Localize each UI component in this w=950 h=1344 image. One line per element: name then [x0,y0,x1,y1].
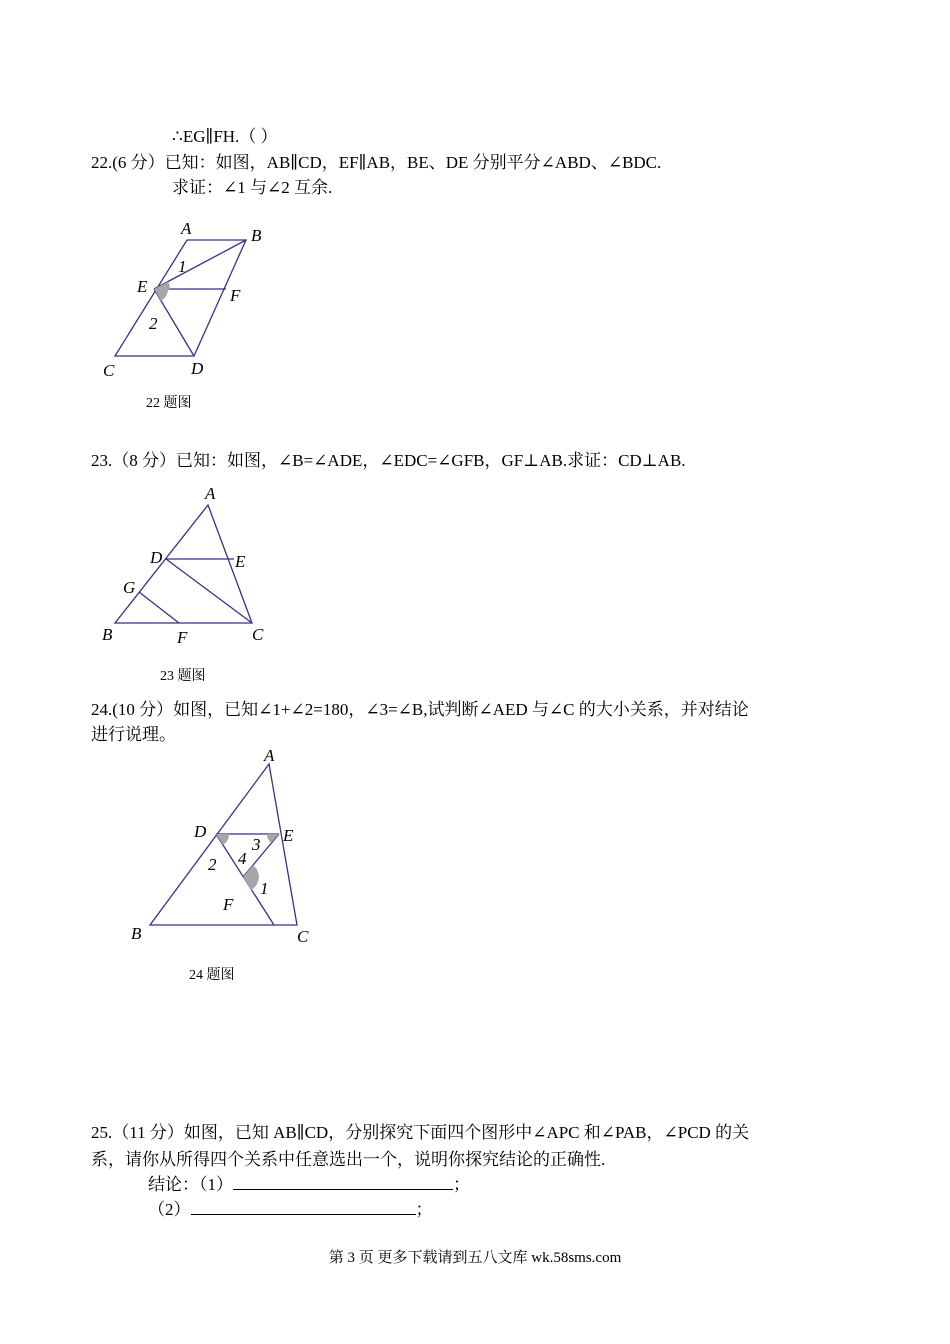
q25-answer-1-blank[interactable] [233,1174,453,1190]
q24-label-2: 2 [208,855,217,874]
q25-answer-1-label: 结论：（1） [148,1175,233,1194]
q22-statement: 22.(6 分）已知：如图，AB∥CD，EF∥AB，BE、DE 分别平分∠ABD、∠BDC. [91,153,662,172]
q23-label-A: A [205,484,216,503]
q25-statement: 25.（11 分）如图，已知 AB∥CD，分别探究下面四个图形中∠APC 和∠PAB，∠PCD 的关 [91,1123,750,1142]
q25-statement-cont: 系，请你从所得四个关系中任意选出一个，说明你探究结论的正确性. [91,1150,606,1169]
q23-statement: 23.（8 分）已知：如图，∠B=∠ADE，∠EDC=∠GFB，GF⊥AB.求证：CD⊥AB. [91,451,686,470]
q24-figure [125,740,335,950]
q24-label-4: 4 [238,849,247,868]
q24-label-C: C [297,927,309,946]
q22-label-E: E [137,277,148,296]
q22-figure [95,215,285,390]
q25-answer-2-label: （2） [148,1200,191,1219]
q23-label-F: F [177,628,188,647]
q22-label-C: C [103,361,115,380]
q24-label-3: 3 [252,835,261,854]
q25-answer-2 [148,1199,433,1221]
q22-prove: 求证：∠1 与∠2 互余. [172,178,333,197]
q22-label-D: D [191,359,204,378]
q25-answer-2-blank[interactable] [191,1199,416,1215]
q23-label-D: D [150,548,163,567]
q23-label-C: C [252,625,264,644]
q23-label-E: E [235,552,246,571]
q23-figure [95,480,295,650]
q22-label-1: 1 [178,257,187,276]
q23-label-G: G [123,578,136,597]
q23-label-B: B [102,625,113,644]
q23-segment-GF [139,592,179,623]
q23-caption: 23 题图 [160,669,206,684]
page-footer: 第 3 页 更多下载请到五八文库 wk.58sms.com [328,1250,622,1266]
q22-label-2: 2 [149,314,158,333]
q22-angle-1-arc [154,282,170,290]
q24-statement: 24.(10 分）如图，已知∠1+∠2=180，∠3=∠B,试判断∠AED 与∠C 的大小关系，并对结论 [91,700,749,719]
q24-label-B: B [131,924,142,943]
q22-angle-2-arc [154,289,168,301]
q22-label-B: B [251,226,262,245]
q24-label-1: 1 [260,879,269,898]
q22-label-A: A [181,219,192,238]
q21-conclusion: ∴EG∥FH.（ ） [172,127,278,146]
q24-label-D: D [194,822,207,841]
q24-label-F: F [223,895,234,914]
q22-label-F: F [230,286,241,305]
q25-answer-2-sep: ； [415,1200,433,1219]
q25-answer-1-sep: ； [453,1175,470,1194]
q24-caption: 24 题图 [189,968,235,983]
q23-triangle [115,505,252,623]
q24-statement-cont: 进行说理。 [91,725,176,744]
q25-answer-1 [148,1174,470,1196]
q22-caption: 22 题图 [146,396,192,411]
q24-label-A: A [264,746,275,765]
q24-label-E: E [283,826,294,845]
q24-angle-2-arc [216,834,229,845]
q24-angle-1-arc [243,865,259,890]
